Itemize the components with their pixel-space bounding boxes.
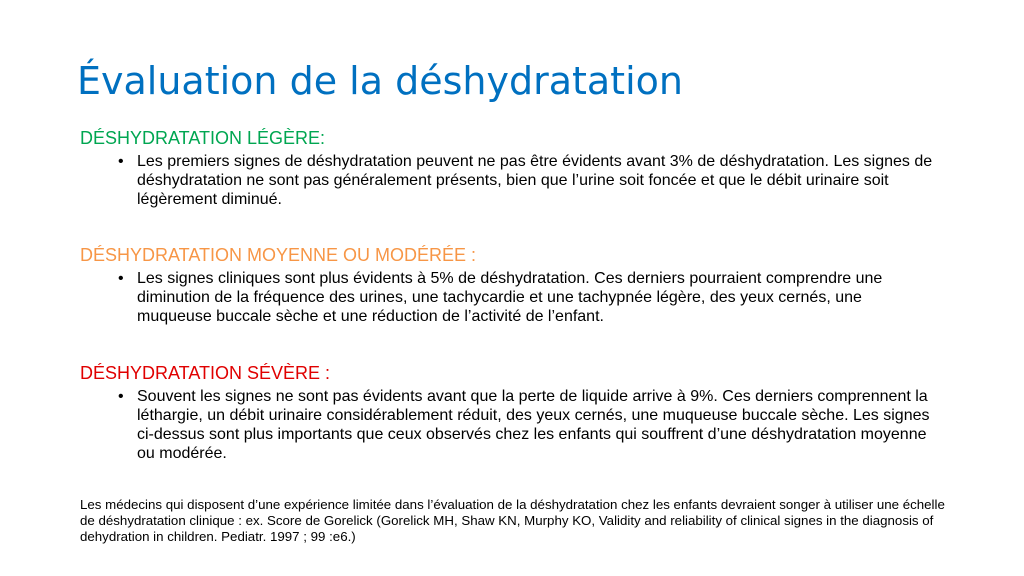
section-heading-severe: DÉSHYDRATATION SÉVÈRE : xyxy=(80,363,331,383)
bullet-text-legere: Les premiers signes de déshydratation peuvent ne pas être évidents avant 3% de déshydratation. Les signes de déshydratation ne sont pas généralement présents, bien que l’urine soit foncée et que le débit urinaire soit légèrement diminué. xyxy=(137,153,933,208)
bullet-item-legere xyxy=(118,152,937,209)
section-heading-legere: DÉSHYDRATATION LÉGÈRE: xyxy=(80,128,326,148)
bullet-icon: • xyxy=(118,388,124,405)
section-severe xyxy=(80,362,960,463)
section-heading-moderee: DÉSHYDRATATION MOYENNE OU MODÉRÉE : xyxy=(80,245,477,265)
section-moderee xyxy=(80,244,960,326)
footnote-text: Les médecins qui disposent d’une expérience limitée dans l’évaluation de la déshydratation chez les enfants devraient songer à utiliser une échelle de déshydratation clinique : ex. Score de Gorelick (Gorelick MH, Shaw KN, Murphy KO, Validity and reliability of clinical signes in the diagnosis of dehydration in children. Pediatr. 1997 ; 99 :e6.) xyxy=(80,497,945,544)
bullet-icon: • xyxy=(118,270,124,287)
slide-title: Évaluation de la déshydratation xyxy=(77,59,683,103)
bullet-text-moderee: Les signes cliniques sont plus évidents à 5% de déshydratation. Ces derniers pourraient comprendre une diminution de la fréquence des urines, une tachycardie et une tachypnée légère, des yeux cernés, une muqueuse buccale sèche et une réduction de l’activité de l’enfant. xyxy=(137,270,883,325)
bullet-icon: • xyxy=(118,153,124,170)
bullet-item-moderee xyxy=(118,269,937,326)
bullet-item-severe xyxy=(118,387,937,463)
bullet-text-severe: Souvent les signes ne sont pas évidents avant que la perte de liquide arrive à 9%. Ces derniers comprennent la léthargie, un débit urinaire considérablement réduit, des yeux cernés, une muqueuse buccale sèche. Les signes ci-dessus sont plus importants que ceux observés chez les enfants qui souffrent d’une déshydratation moyenne ou modérée. xyxy=(137,388,930,462)
section-legere xyxy=(80,127,960,209)
